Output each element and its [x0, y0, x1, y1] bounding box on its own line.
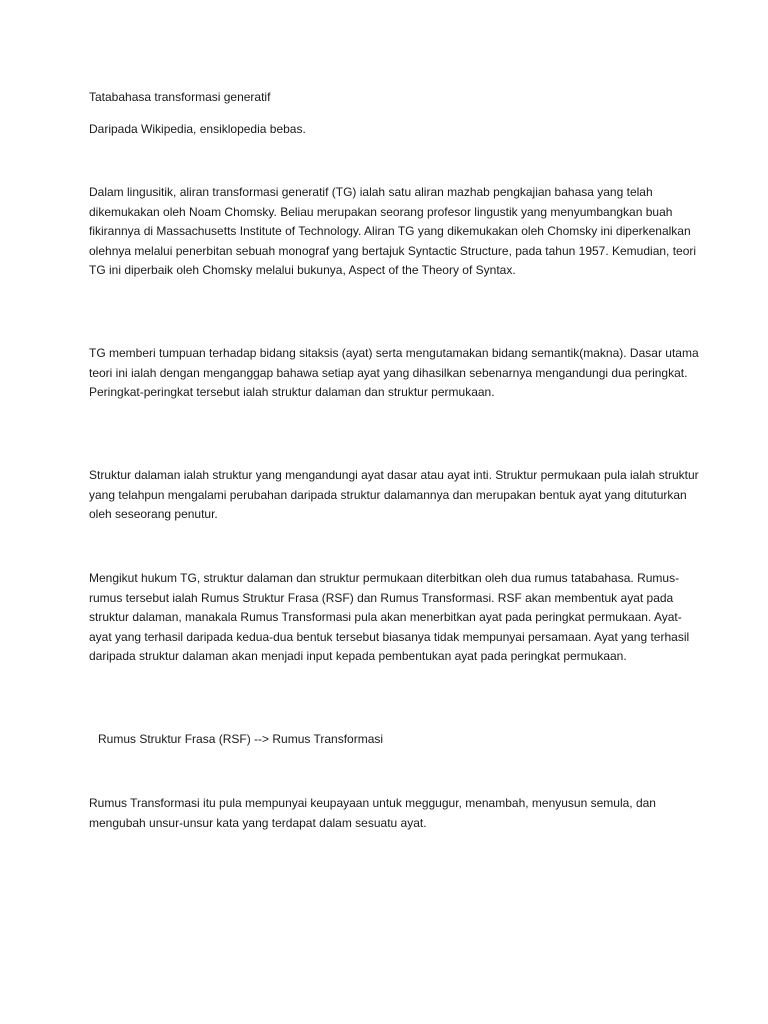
paragraph-3: Struktur dalaman ialah struktur yang mengandungi ayat dasar atau ayat inti. Struktur permukaan pula ialah struktur yang telahpun mengalami perubahan daripada struktur dalamannya dan merupakan bentuk ayat yang dituturkan oleh seseorang penutur.	[89, 468, 699, 522]
paragraph-2: TG memberi tumpuan terhadap bidang sitaksis (ayat) serta mengutamakan bidang semantik(makna). Dasar utama teori ini ialah dengan menganggap bahawa setiap ayat yang dihasilkan sebenarnya mengandungi dua peringkat. Peringkat-peringkat tersebut ialah struktur dalaman dan struktur permukaan.	[89, 346, 699, 400]
paragraph-1: Dalam lingusitik, aliran transformasi generatif (TG) ialah satu aliran mazhab pengkajian bahasa yang telah dikemukakan oleh Noam Chomsky. Beliau merupakan seorang profesor lingustik yang menyumbangkan buah fikirannya di Massachusetts Institute of Technology. Aliran TG yang dikemukakan oleh Chomsky ini diperkenalkan olehnya melalui penerbitan sebuah monograf yang bertajuk Syntactic Structure, pada tahun 1957. Kemudian, teori TG ini diperbaik oleh Chomsky melalui bukunya, Aspect of the Theory of Syntax.	[89, 185, 697, 278]
rule-formula: Rumus Struktur Frasa (RSF) --> Rumus Transformasi	[98, 732, 384, 746]
paragraph-5: Rumus Transformasi itu pula mempunyai keupayaan untuk meggugur, menambah, menyusun semula, dan mengubah unsur-unsur kata yang terdapat dalam sesuatu ayat.	[89, 796, 656, 830]
document-subtitle: Daripada Wikipedia, ensiklopedia bebas.	[89, 122, 306, 136]
document-title: Tatabahasa transformasi generatif	[89, 90, 271, 104]
paragraph-4: Mengikut hukum TG, struktur dalaman dan struktur permukaan diterbitkan oleh dua rumus tatabahasa. Rumus-rumus tersebut ialah Rumus Struktur Frasa (RSF) dan Rumus Transformasi. RSF akan membentuk ayat pada struktur dalaman, manakala Rumus Transformasi pula akan menerbitkan ayat pada peringkat permukaan. Ayat-ayat yang terhasil daripada kedua-dua bentuk tersebut biasanya tidak mempunyai persamaan. Ayat yang terhasil daripada struktur dalaman akan menjadi input kepada pembentukan ayat pada peringkat permukaan.	[89, 571, 690, 664]
